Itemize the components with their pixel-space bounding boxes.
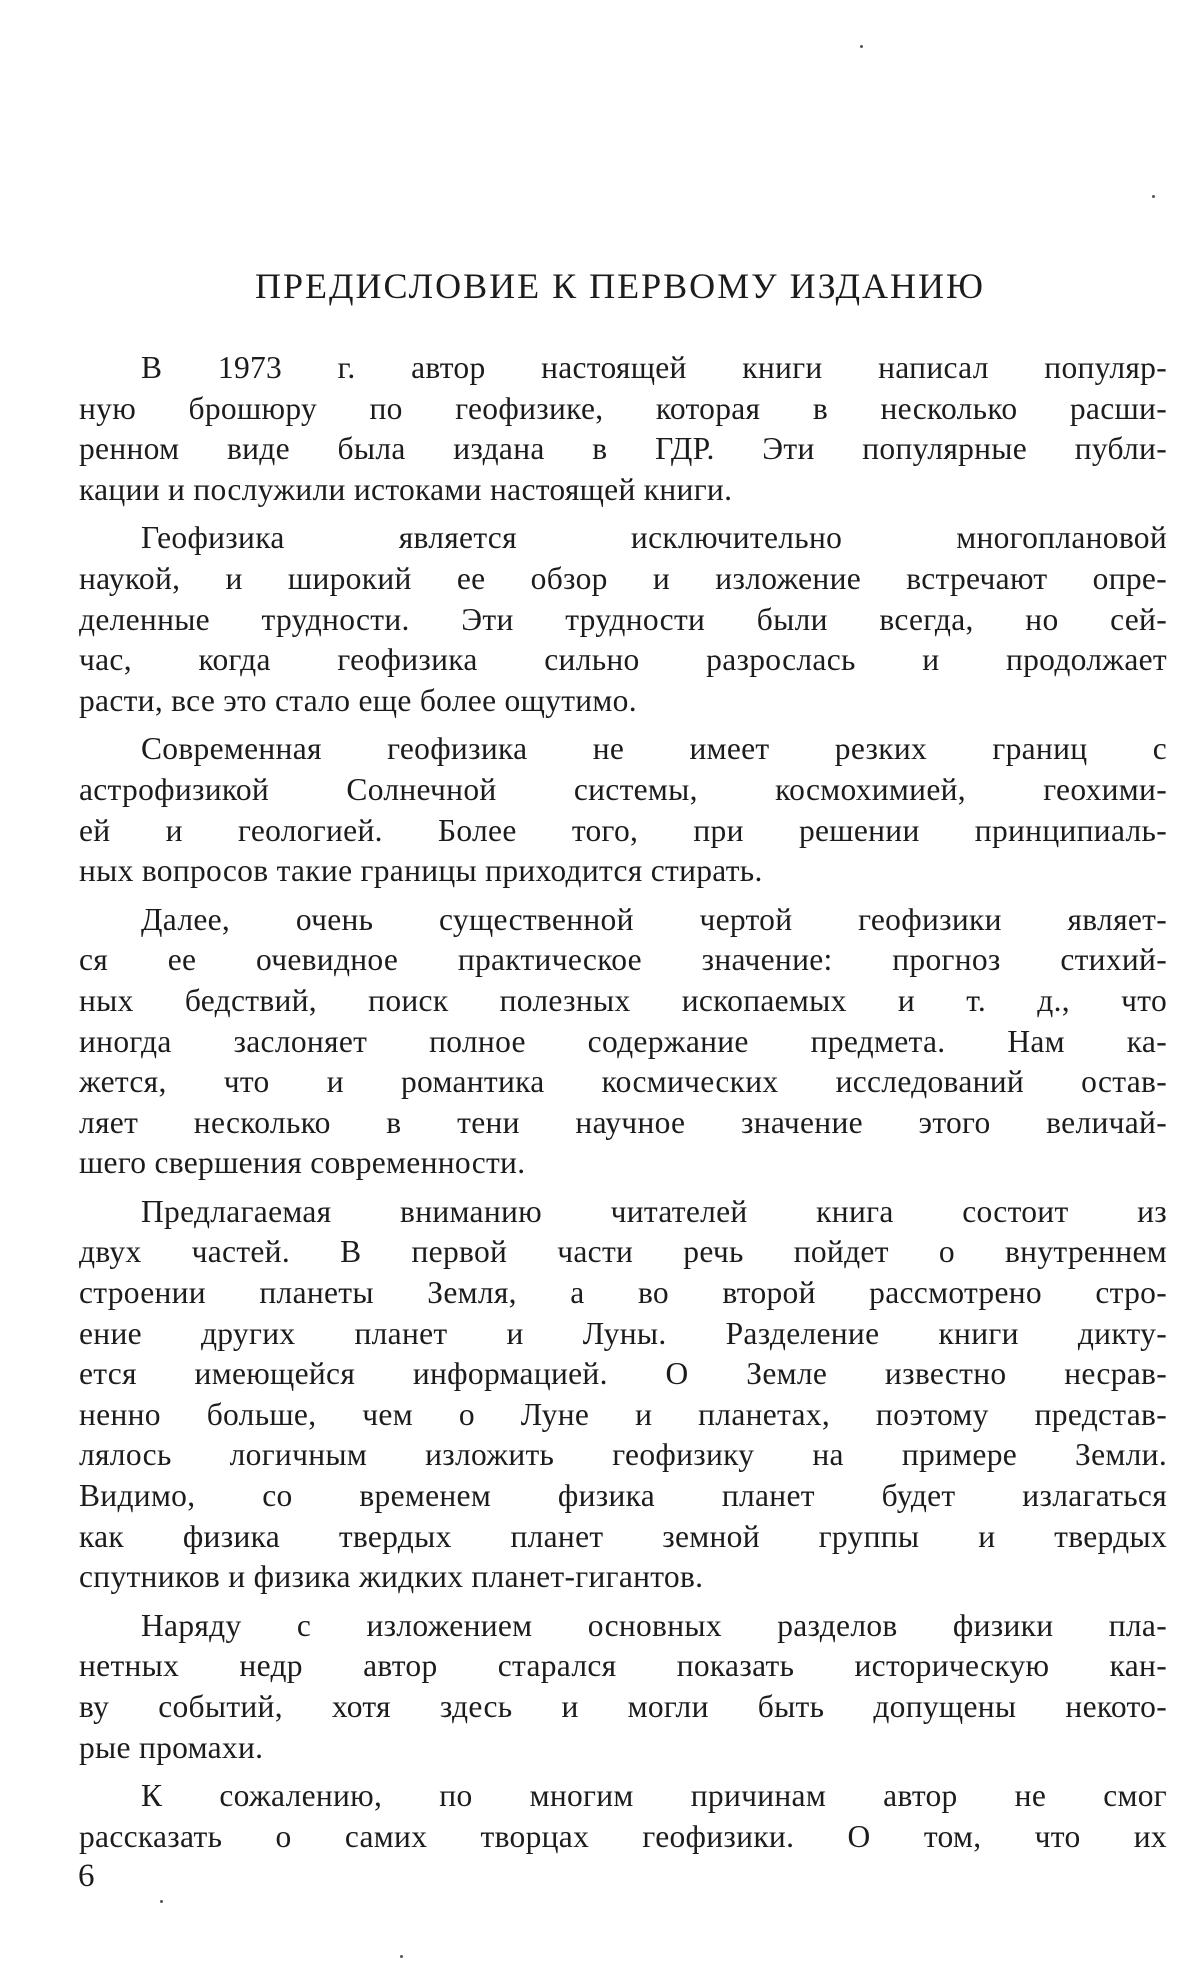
text-line: ненно больше, чем о Луне и планетах, поэтому представ- [79,1396,1167,1432]
text-line: ляет несколько в тени научное значение этого величай- [79,1104,1167,1140]
paragraph [79,348,1167,510]
text-line: Предлагаемая вниманию читателей книга состоит из [141,1193,1167,1229]
text-line: нетных недр автор старался показать историческую кан- [79,1648,1167,1684]
text-line: лялось логичным изложить геофизику на примере Земли. [79,1437,1167,1473]
text-line: жется, что и романтика космических исследований остав- [79,1064,1167,1100]
text-line: Видимо, со временем физика планет будет излагаться [79,1478,1167,1514]
text-line: ных вопросов такие границы приходится стирать. [79,853,763,889]
paragraph [79,1776,1167,1857]
paragraph [79,900,1167,1184]
text-line: спутников и физика жидких планет-гигантов. [79,1559,704,1595]
page-number: 6 [78,1858,95,1894]
text-line: Современная геофизика не имеет резких границ с [141,731,1167,767]
text-line: двух частей. В первой части речь пойдет о внутреннем [79,1234,1167,1270]
text-line: ных бедствий, поиск полезных ископаемых и т. д., что [79,982,1167,1018]
text-line: Наряду с изложением основных разделов физики пла- [141,1607,1167,1643]
scan-speck [860,45,863,48]
text-line: В 1973 г. автор настоящей книги написал популяр- [141,350,1167,385]
text-line: ей и геологией. Более того, при решении принципиаль- [79,812,1167,848]
text-line: ение других планет и Луны. Разделение книги дикту- [79,1315,1167,1351]
scan-speck [400,1955,403,1958]
text-line: иногда заслоняет полное содержание предмета. Нам ка- [79,1023,1167,1059]
text-line: наукой, и широкий ее обзор и изложение встречают опре- [79,560,1167,596]
text-line: Далее, очень существенной чертой геофизики являет- [141,901,1167,937]
text-line: ву событий, хотя здесь и могли быть допущены некото- [79,1689,1167,1724]
scan-speck [1152,195,1155,198]
text-line: шего свершения современности. [79,1145,526,1181]
text-line: ется имеющейся информацией. О Земле известно несрав- [79,1356,1167,1392]
text-line: ную брошюру по геофизике, которая в несколько расши- [79,390,1167,426]
paragraph [79,729,1167,891]
text-line: Геофизика является исключительно многоплановой [141,520,1167,556]
text-line: астрофизикой Солнечной системы, космохимией, геохими- [79,771,1167,807]
scan-speck [160,1900,163,1903]
text-line: К сожалению, по многим причинам автор не смог [141,1778,1167,1814]
text-line: рассказать о самих творцах геофизики. О том, что их [79,1818,1167,1854]
text-line: ся ее очевидное практическое значение: прогноз стихий- [79,942,1167,978]
text-line: расти, все это стало еще более ощутимо. [79,682,637,718]
text-line: рые промахи. [79,1729,264,1765]
text-line: час, когда геофизика сильно разрослась и продолжает [79,642,1167,678]
page-title: ПРЕДИСЛОВИЕ К ПЕРВОМУ ИЗДАНИЮ [254,266,985,306]
paragraph [79,1192,1167,1598]
text-line: деленные трудности. Эти трудности были всегда, но сей- [79,601,1167,637]
text-line: кации и послужили истоками настоящей книги. [79,471,733,507]
text-line: как физика твердых планет земной группы и твердых [79,1518,1167,1554]
body-text [79,348,1167,1865]
text-line: строении планеты Земля, а во второй рассмотрено стро- [79,1275,1167,1311]
text-line: ренном виде была издана в ГДР. Эти популярные публи- [79,431,1167,467]
paragraph [79,518,1167,721]
paragraph [79,1606,1167,1768]
